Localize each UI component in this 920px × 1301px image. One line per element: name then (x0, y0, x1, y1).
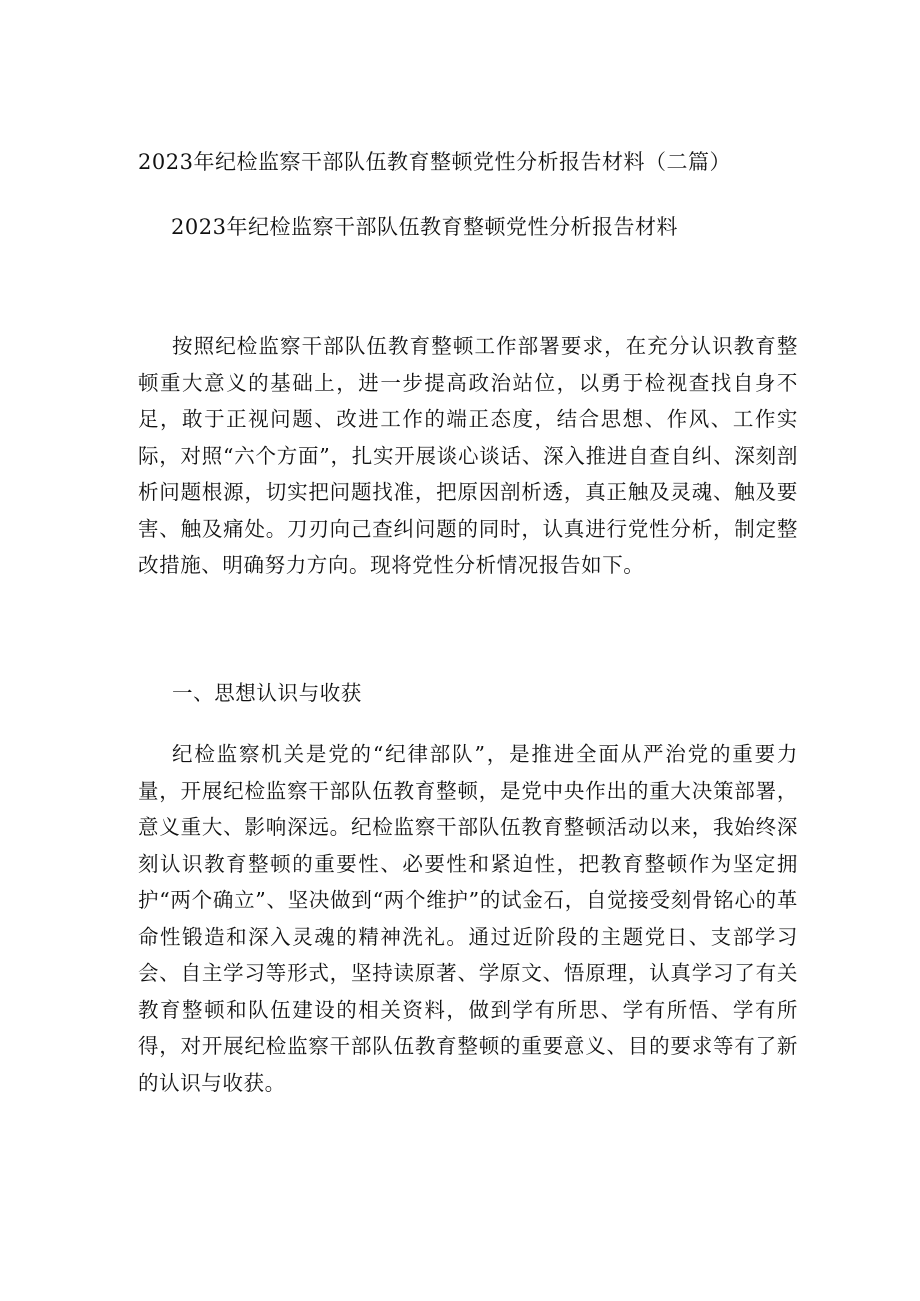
document-title: 2023年纪检监察干部队伍教育整顿党性分析报告材料（二篇） (138, 150, 731, 174)
document-subtitle: 2023年纪检监察干部队伍教育整顿党性分析报告材料 (171, 215, 678, 239)
intro-paragraph: 按照纪检监察干部队伍教育整顿工作部署要求，在充分认识教育整顿重大意义的基础上，进一步提高政治站位，以勇于检视查找自身不足，敢于正视问题、改进工作的端正态度，结合思想、作风、工作实际，对照“六个方面”，扎实开展谈心谈话、深入推进自查自纠、深刻剖析问题根源，切实把问题找准，把原因剖析透，真正触及灵魂、触及要害、触及痛处。刀刃向己查纠问题的同时，认真进行党性分析，制定整改措施、明确努力方向。现将党性分析情况报告如下。 (138, 334, 798, 577)
section-paragraph: 纪检监察机关是党的“纪律部队”，是推进全面从严治党的重要力量，开展纪检监察干部队伍教育整顿，是党中央作出的重大决策部署，意义重大、影响深远。纪检监察干部队伍教育整顿活动以来，我始终深刻认识教育整顿的重要性、必要性和紧迫性，把教育整顿作为坚定拥护“两个确立”、坚决做到“两个维护”的试金石，自觉接受刻骨铭心的革命性锻造和深入灵魂的精神洗礼。通过近阶段的主题党日、支部学习会、自主学习等形式，坚持读原著、学原文、悟原理，认真学习了有关教育整顿和队伍建设的相关资料，做到学有所思、学有所悟、学有所得，对开展纪检监察干部队伍教育整顿的重要意义、目的要求等有了新的认识与收获。 (138, 742, 798, 1095)
section-heading: 一、思想认识与收获 (172, 681, 362, 705)
